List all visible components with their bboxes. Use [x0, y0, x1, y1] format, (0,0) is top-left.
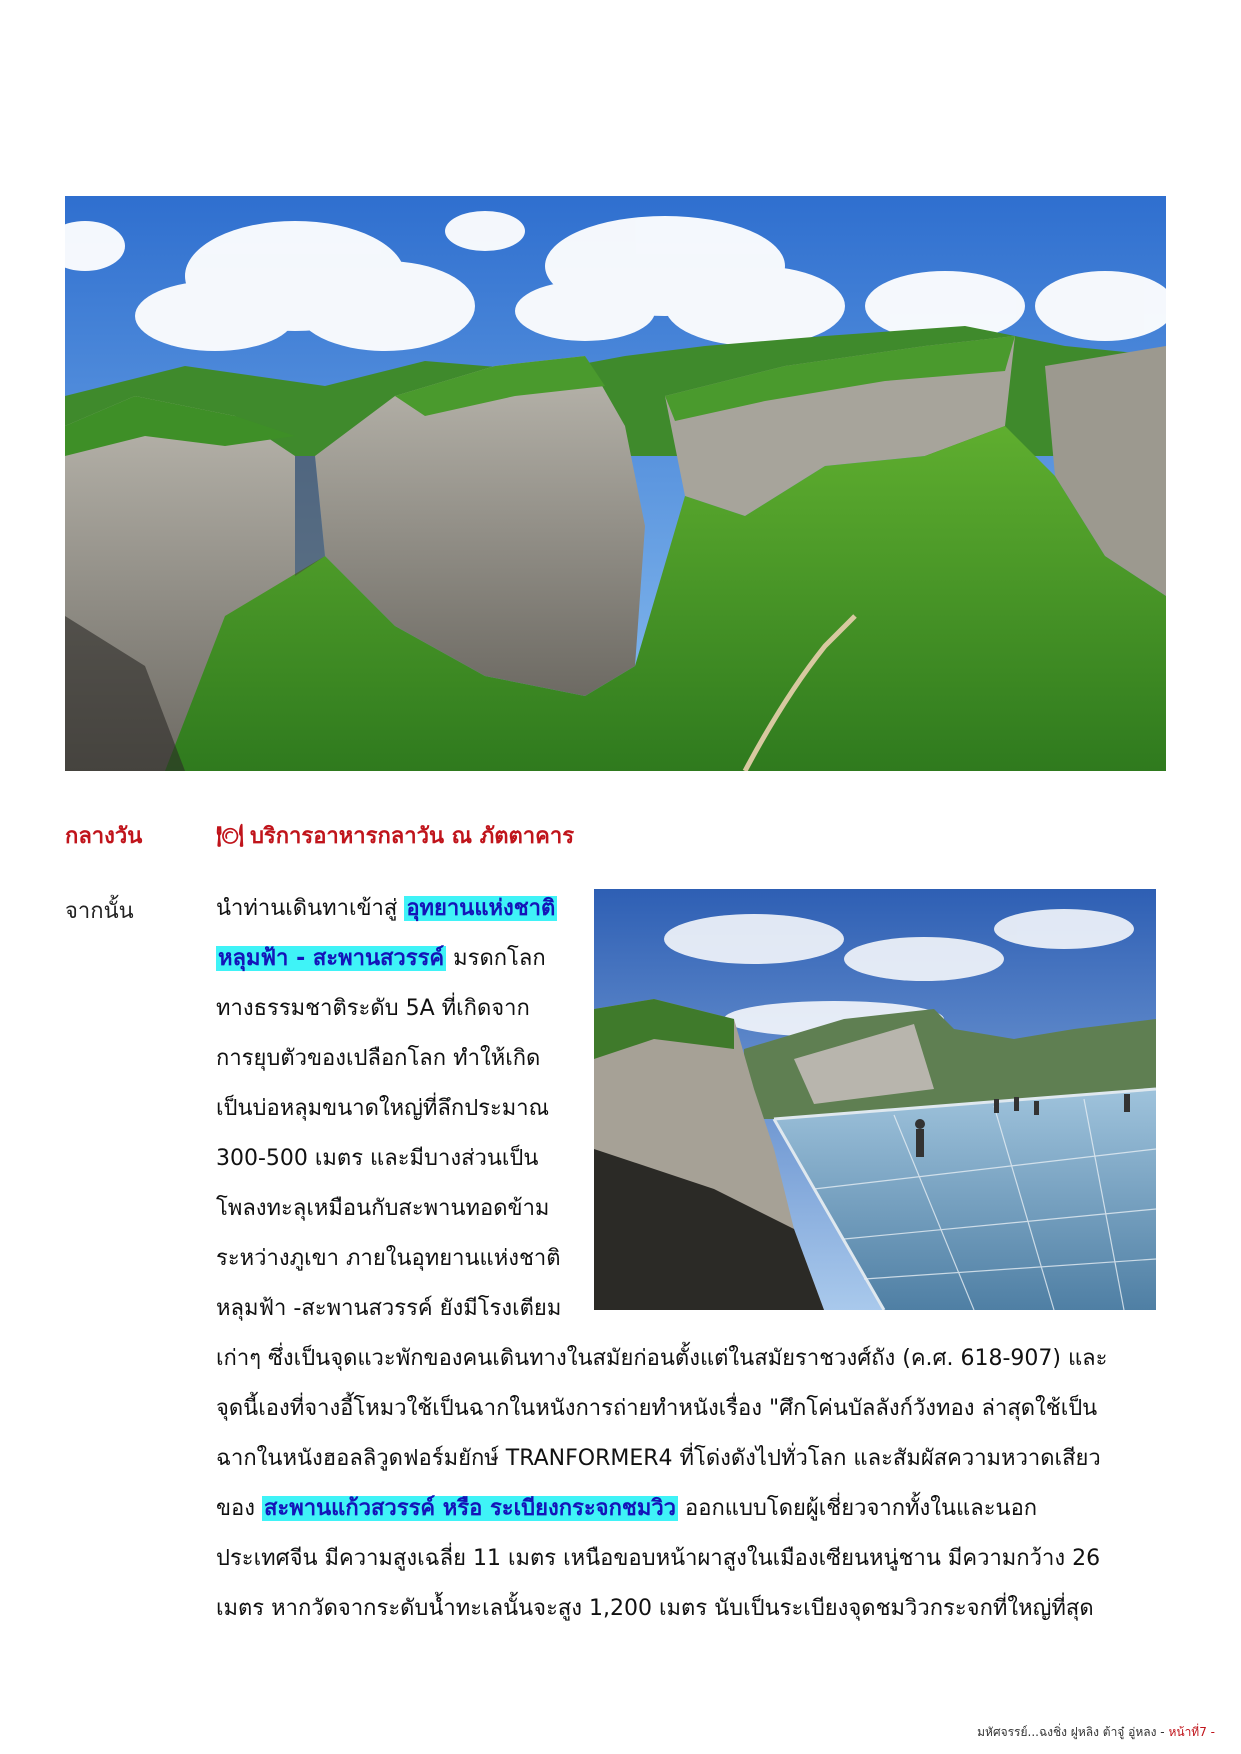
paragraph-line: โพลงทะลุเหมือนกับสะพานทอดข้าม — [216, 1196, 550, 1221]
glass-skywalk-photo — [594, 889, 1156, 1310]
page-number: หน้าที่7 - — [1168, 1725, 1215, 1739]
paragraph-line: จุดนี้เองที่จางอี้โหมวใช้เป็นฉากในหนังการถ่ายทำหนังเรื่อง "ศึกโค่นบัลลังก์วังทอง ล่าสุดใช้เป็น — [216, 1396, 1098, 1421]
hero-photo-karst-gorge — [65, 196, 1166, 771]
highlight-skyhole-bridge: หลุมฟ้า - สะพานสวรรค์ — [218, 946, 445, 971]
page-footer — [977, 1723, 1215, 1742]
paragraph-line: ทางธรรมชาติระดับ 5A ที่เกิดจาก — [216, 996, 530, 1021]
paragraph-line: นำท่านเดินทาเข้าสู่ อุทยานแห่งชาติ — [216, 896, 556, 921]
lunch-description — [216, 818, 574, 853]
paragraph-line: เมตร หากวัดจากระดับน้ำทะเลนั้นจะสูง 1,200 เมตร นับเป็นระเบียงจุดชมวิวกระจกที่ใหญ่ที่สุด — [216, 1596, 1094, 1621]
highlight-national-park: อุทยานแห่งชาติ — [406, 896, 556, 921]
lunch-text: บริการอาหารกลาวัน ณ ภัตตาคาร — [249, 824, 575, 849]
paragraph-line: หลุมฟ้า - สะพานสวรรค์ มรดกโลก — [218, 946, 546, 971]
dining-icon: 🍽︎ — [216, 824, 244, 849]
paragraph-line: ฉากในหนังฮอลลิวูดฟอร์มยักษ์ TRANFORMER4 ที่โด่งดังไปทั่วโลก และสัมผัสความหวาดเสียว — [216, 1446, 1101, 1471]
paragraph-line: เก่าๆ ซึ่งเป็นจุดแวะพักของคนเดินทางในสมัยก่อนตั้งแต่ในสมัยราชวงศ์ถัง (ค.ศ. 618-907) และ — [216, 1346, 1108, 1371]
paragraph-line: ของ สะพานแก้วสวรรค์ หรือ ระเบียงกระจกชมวิว ออกแบบโดยผู้เชี่ยวจากทั้งในและนอก — [216, 1496, 1038, 1521]
lunch-time-label: กลางวัน — [65, 824, 143, 849]
footer-title: มหัศจรรย์...ฉงชิ่ง ฝูหลิง ต้าจู๋ อู่หลง - — [977, 1725, 1169, 1739]
paragraph-line: การยุบตัวของเปลือกโลก ทำให้เกิด — [216, 1046, 541, 1071]
paragraph-line: เป็นบ่อหลุมขนาดใหญ่ที่ลึกประมาณ — [216, 1096, 550, 1121]
afternoon-label: จากนั้น — [65, 899, 134, 924]
paragraph-line: ประเทศจีน มีความสูงเฉลี่ย 11 เมตร เหนือขอบหน้าผาสูงในเมืองเซียนหนู่ชาน มีความกว้าง 26 — [216, 1546, 1101, 1571]
paragraph-line: 300-500 เมตร และมีบางส่วนเป็น — [216, 1146, 539, 1171]
paragraph-line: ระหว่างภูเขา ภายในอุทยานแห่งชาติ — [216, 1246, 561, 1271]
highlight-glass-bridge: สะพานแก้วสวรรค์ หรือ ระเบียงกระจกชมวิว — [264, 1496, 677, 1521]
paragraph-line: หลุมฟ้า -สะพานสวรรค์ ยังมีโรงเตียม — [216, 1296, 562, 1321]
